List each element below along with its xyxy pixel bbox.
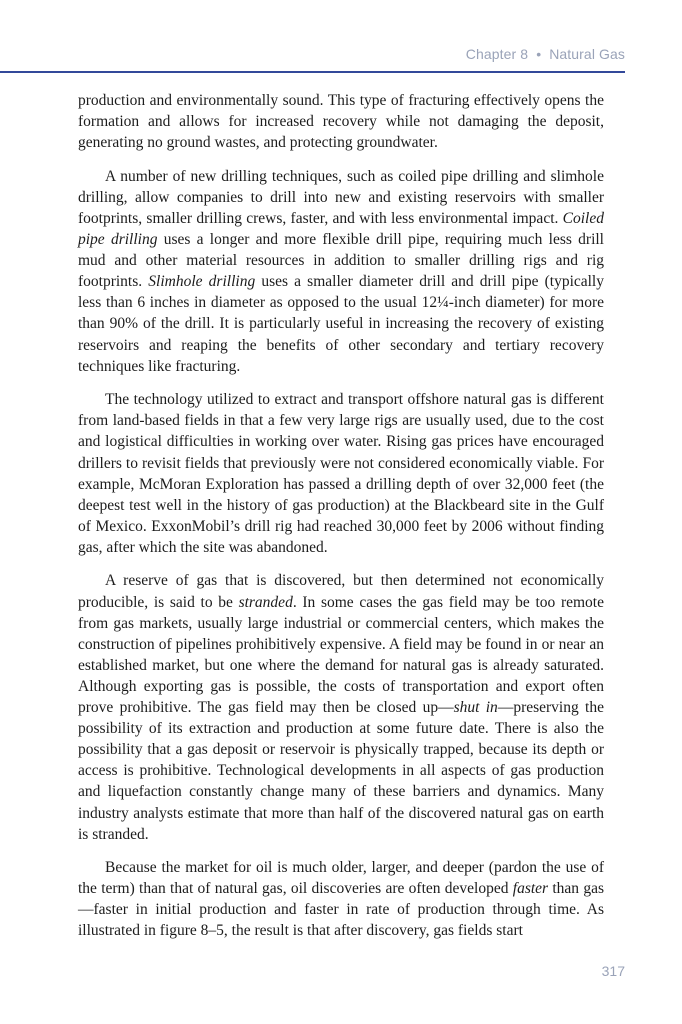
term-faster: faster: [512, 880, 549, 898]
body-text: [78, 90, 604, 954]
paragraph: [78, 389, 604, 558]
bullet-separator: •: [536, 46, 542, 62]
paragraph: [78, 166, 604, 377]
running-head: [466, 46, 625, 62]
text-run: . In some cases the gas field may be too remote from gas markets, usually large industrial or commercial centers, which makes the construction of pipelines prohibitively expensive. A field may be found in or near an established market, but one where the demand for natural gas is already saturated. Although exporting gas is possible, the costs of transportation and export often prove prohibitive. The gas field may then be closed up—: [78, 593, 604, 717]
page-number: 317: [601, 963, 625, 979]
text-run: The technology utilized to extract and transport offshore natural gas is different from land-based fields in that a few very large rigs are usually used, due to the cost and logistical difficulties in working over water. Rising gas prices have encouraged drillers to revisit fields that previously were not considered economically viable. For example, McMoran Exploration has passed a drilling depth of over 32,000 feet (the deepest test well in the history of gas production) at the Blackbeard site in the Gulf of Mexico. ExxonMobil’s drill rig had reached 30,000 feet by 2006 without finding gas, after which the site was abandoned.: [78, 391, 604, 556]
text-run: Because the market for oil is much older, larger, and deeper (pardon the use of the term) than that of natural gas, oil discoveries are often developed: [78, 859, 604, 898]
term-shut-in: shut in: [453, 699, 498, 717]
term-slimhole-drilling: Slimhole drilling: [148, 273, 256, 291]
term-coiled-pipe-drilling: Coiled pipe drilling: [78, 209, 604, 249]
text-run: uses a smaller diameter drill and drill pipe (typically less than 6 inches in diameter as opposed to the usual 12¼-inch diameter) for more than 90% of the drill. It is particularly useful in increasing the recovery of existing reservoirs and reaping the benefits of other secondary and tertiary recovery techniques like fracturing.: [78, 273, 604, 375]
text-run: A number of new drilling techniques, such as coiled pipe drilling and slimhole drilling, allow companies to drill into new and existing reservoirs with smaller footprints, smaller drilling crews, faster, and with less environmental impact.: [78, 167, 604, 227]
paragraph: [78, 857, 604, 941]
text-run: A reserve of gas that is discovered, but then determined not economically producible, is said to be: [78, 572, 604, 611]
text-run: uses a longer and more flexible drill pipe, requiring much less drill mud and other material resources in addition to smaller drilling rigs and rig footprints.: [78, 231, 604, 291]
term-stranded: stranded: [238, 593, 293, 611]
chapter-label: Chapter 8: [465, 46, 529, 62]
text-run: production and environmentally sound. This type of fracturing effectively opens the formation and allows for increased recovery while not damaging the deposit, generating no ground wastes, and protecting groundwater.: [78, 92, 604, 152]
text-run: —preserving the possibility of its extraction and production at some future date. There is also the possibility that a gas deposit or reservoir is physically trapped, because its depth or access is prohibitive. Technological developments in all aspects of gas production and liquefaction constantly change many of these barriers and dynamics. Many industry analysts estimate that more than half of the discovered natural gas on earth is stranded.: [78, 699, 604, 843]
paragraph: [78, 90, 604, 153]
chapter-title: Natural Gas: [549, 46, 625, 62]
text-run: than gas—faster in initial production and faster in rate of production through time. As illustrated in figure 8–5, the result is that after discovery, gas fields start: [78, 880, 604, 940]
paragraph: [78, 570, 604, 844]
header-rule: [0, 71, 625, 73]
